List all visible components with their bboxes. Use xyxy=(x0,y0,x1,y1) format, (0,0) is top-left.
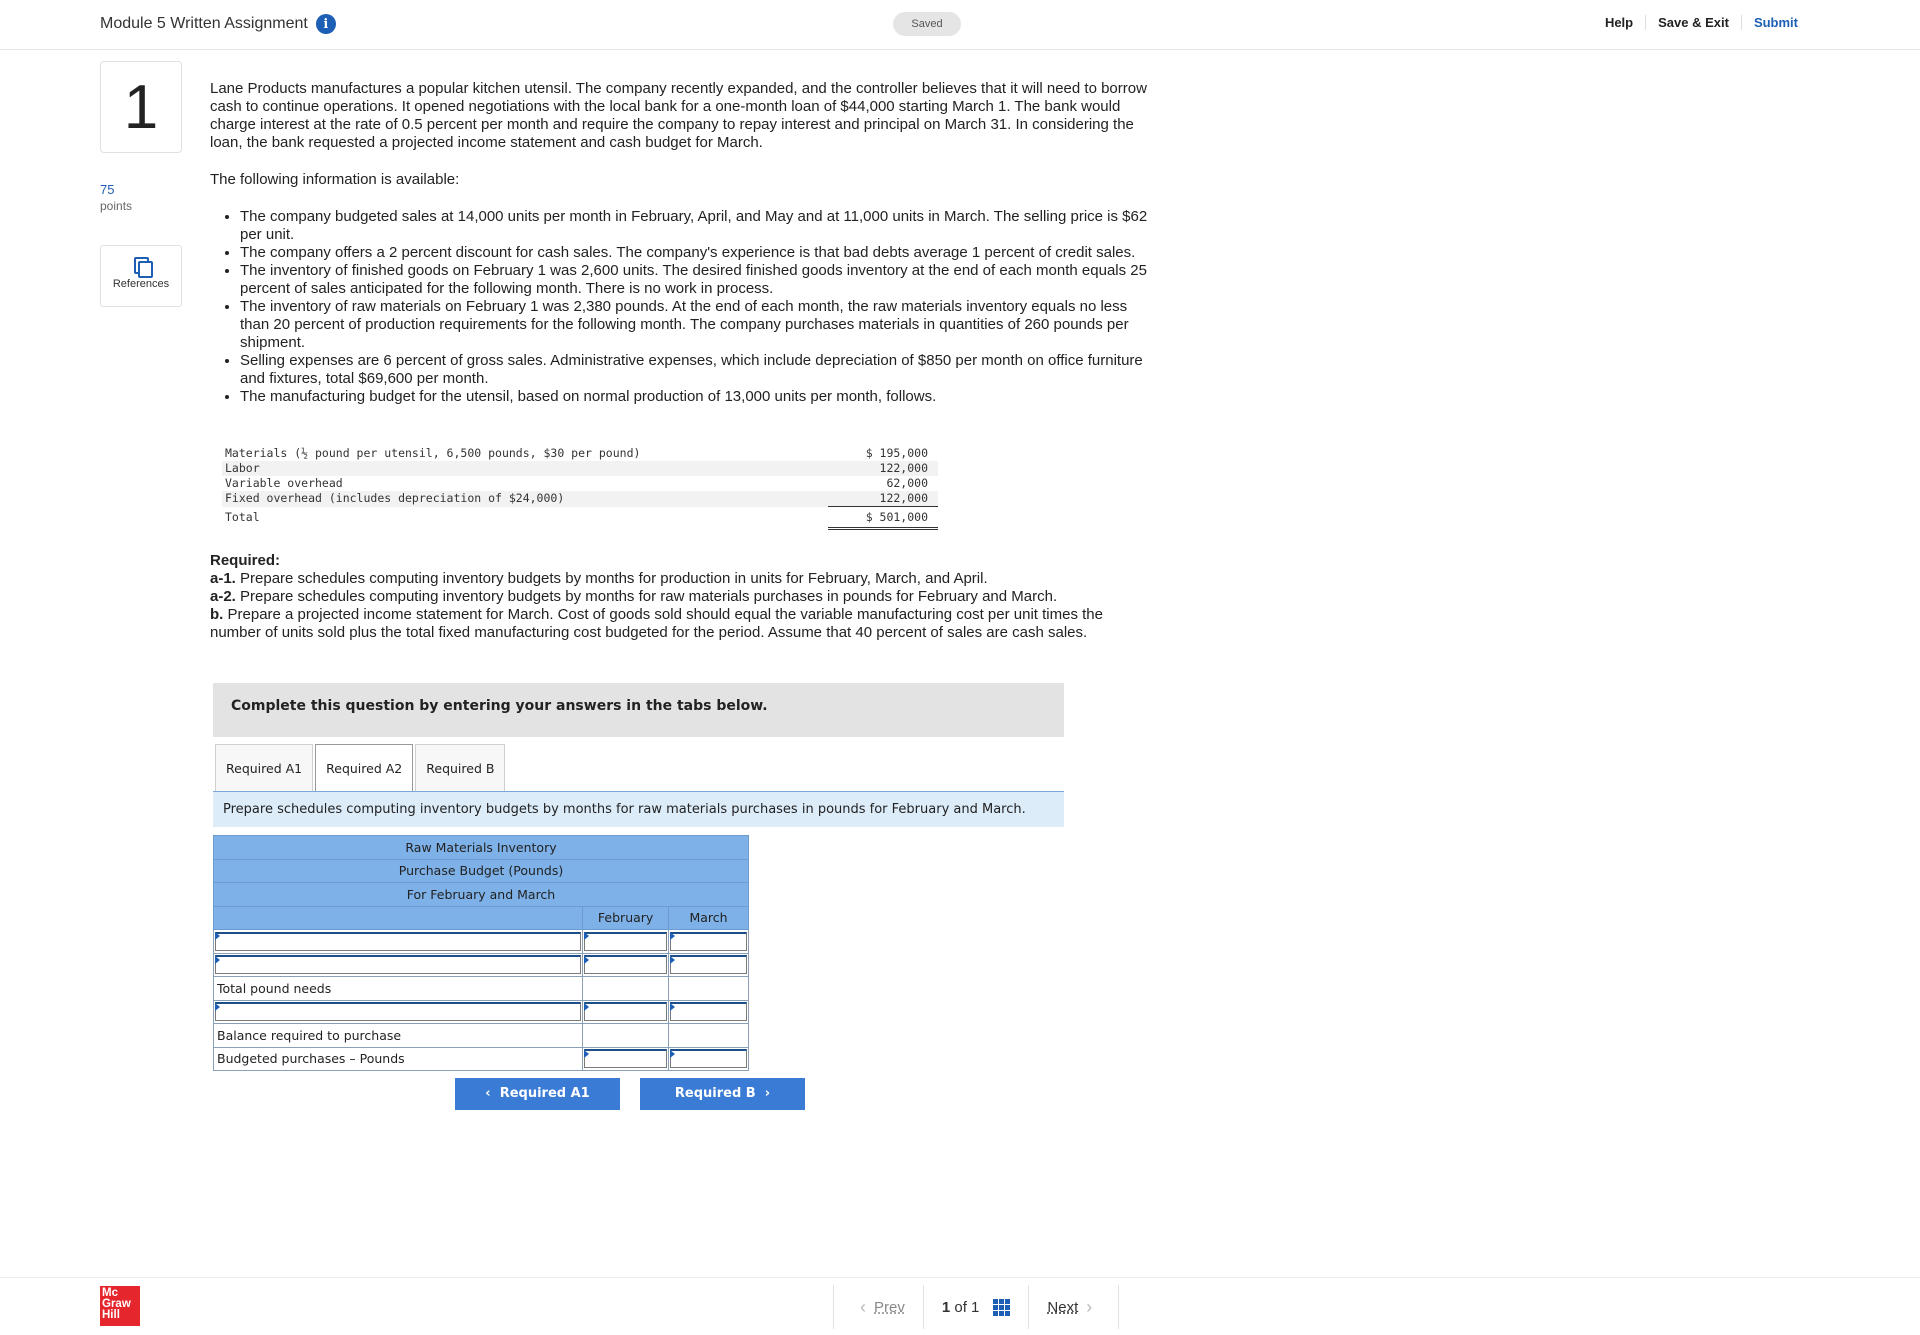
table-title-row xyxy=(214,836,749,860)
chevron-right-icon: › xyxy=(755,1086,771,1101)
column-header-march: March xyxy=(669,906,749,930)
table-title-line: Raw Materials Inventory xyxy=(214,836,749,860)
row-label: Fixed overhead (includes depreciation of $24,000) xyxy=(222,491,828,507)
march-purchases-input[interactable] xyxy=(670,1049,747,1068)
table-row xyxy=(214,930,749,954)
row-amount: 122,000 xyxy=(828,491,938,507)
table-title-row xyxy=(214,883,749,907)
required-item-a2 xyxy=(210,588,1150,606)
top-bar xyxy=(0,0,1920,50)
list-item: • The inventory of raw materials on February 1 was 2,380 pounds. At the end of each month, the raw materials inventory equals no less than 20 percent of production requirements for the following month. The company purchases materials in quantities of 260 pounds per shipment. xyxy=(240,298,1150,352)
saved-status-badge: Saved xyxy=(893,12,961,36)
required-item-b xyxy=(210,606,1150,642)
references-label: References xyxy=(112,278,170,290)
mcgraw-hill-logo xyxy=(100,1286,140,1326)
row-label-input[interactable] xyxy=(215,955,581,974)
february-purchases-input[interactable] xyxy=(584,1049,667,1068)
assignment-title-text: Module 5 Written Assignment xyxy=(100,15,308,32)
row-label: Labor xyxy=(222,461,828,476)
table-row xyxy=(214,953,749,977)
march-balance-cell xyxy=(669,1024,749,1048)
row-label-input[interactable] xyxy=(215,932,581,951)
help-link[interactable]: Help xyxy=(1604,15,1634,30)
required-text: Prepare a projected income statement for March. Cost of goods sold should equal the variable manufacturing cost per unit times the number of units sold plus the total fixed manufacturing cost budgeted for the period. Assume that 40 percent of sales are cash sales. xyxy=(210,606,1103,641)
problem-text xyxy=(210,80,1150,406)
answer-tabs xyxy=(215,744,505,791)
prev-question-button[interactable] xyxy=(833,1285,923,1329)
logo-line: Hill xyxy=(102,1309,120,1321)
column-header-february: February xyxy=(583,906,669,930)
table-row xyxy=(222,446,938,461)
copy-pages-icon xyxy=(132,256,150,274)
tab-required-b[interactable]: Required B xyxy=(415,744,505,791)
chevron-left-icon: ‹ xyxy=(485,1086,500,1101)
list-item: • The manufacturing budget for the utensil, based on normal production of 13,000 units per month, follows. xyxy=(240,388,1150,406)
submit-link[interactable]: Submit xyxy=(1741,15,1810,30)
question-pager xyxy=(833,1285,1119,1329)
chevron-right-icon: › xyxy=(1086,1296,1093,1317)
table-row xyxy=(214,1047,749,1071)
info-icon[interactable]: i xyxy=(316,14,336,34)
list-item: • The company offers a 2 percent discount for cash sales. The company's experience is that bad debts average 1 percent of credit sales. xyxy=(240,244,1150,262)
next-question-button[interactable] xyxy=(1028,1285,1119,1329)
row-label-total-pound-needs: Total pound needs xyxy=(214,977,583,1001)
table-row xyxy=(214,1000,749,1024)
row-label-cell xyxy=(214,953,583,977)
required-heading: Required: xyxy=(210,552,281,569)
row-label: Total xyxy=(222,507,828,529)
row-amount: $ 501,000 xyxy=(828,507,938,529)
row-amount: 62,000 xyxy=(886,476,928,490)
row-label-cell xyxy=(214,930,583,954)
blank-header-cell xyxy=(214,906,583,930)
march-input[interactable] xyxy=(670,1002,747,1021)
table-row xyxy=(222,461,938,476)
list-item: • Selling expenses are 6 percent of gross sales. Administrative expenses, which include depreciation of $850 per month on office furniture and fixtures, total $69,600 per month. xyxy=(240,352,1150,388)
prev-question-label: Prev xyxy=(874,1298,905,1316)
table-title-line: Purchase Budget (Pounds) xyxy=(214,859,749,883)
required-tag: a-2. xyxy=(210,588,236,605)
page-of: of xyxy=(954,1298,967,1316)
february-input[interactable] xyxy=(584,955,667,974)
points-value: 75 xyxy=(100,182,115,197)
list-item: • The inventory of finished goods on February 1 was 2,600 units. The desired finished goods inventory at the end of each month equals 25 percent of sales anticipated for the following month. There is no work in process. xyxy=(240,262,1150,298)
prev-tab-label: Required A1 xyxy=(499,1086,590,1101)
tab-prompt: Prepare schedules computing inventory budgets by months for raw materials purchases in pounds for February and March. xyxy=(213,792,1064,827)
chevron-left-icon: ‹ xyxy=(860,1296,866,1317)
february-cell xyxy=(583,1047,669,1071)
following-info-label: The following information is available: xyxy=(210,171,460,188)
next-tab-label: Required B xyxy=(674,1086,756,1101)
row-label: Materials (½ pound per utensil, 6,500 pounds, $30 per pound) xyxy=(225,446,641,460)
manufacturing-budget-table xyxy=(222,446,938,530)
tab-required-a1[interactable]: Required A1 xyxy=(215,744,313,791)
row-amount: 122,000 xyxy=(828,461,938,476)
table-row xyxy=(214,1024,749,1048)
february-balance-cell xyxy=(583,1024,669,1048)
row-label-balance-required: Balance required to purchase xyxy=(214,1024,583,1048)
required-text: Prepare schedules computing inventory budgets by months for production in units for February, March, and April. xyxy=(235,570,988,587)
march-input[interactable] xyxy=(670,955,747,974)
march-cell xyxy=(669,953,749,977)
march-cell xyxy=(669,1047,749,1071)
footer-divider xyxy=(0,1277,1920,1278)
points-value-block xyxy=(100,182,132,214)
row-label: Variable overhead xyxy=(225,476,343,490)
next-tab-button[interactable] xyxy=(640,1078,805,1110)
required-tag: a-1. xyxy=(210,570,236,587)
row-amount: $ 195,000 xyxy=(865,446,928,460)
save-exit-link[interactable]: Save & Exit xyxy=(1645,15,1741,30)
march-cell xyxy=(669,930,749,954)
table-title-row xyxy=(214,859,749,883)
problem-intro: Lane Products manufactures a popular kitchen utensil. The company recently expanded, and the controller believes that it will need to borrow cash to continue operations. It opened negotiations with the local bank for a one-month loan of $44,000 starting March 1. The bank would charge interest at the rate of 0.5 percent per month and require the company to repay interest and principal on March 31. In considering the loan, the bank requested a projected income statement and cash budget for March. xyxy=(210,80,1147,151)
february-input[interactable] xyxy=(584,1002,667,1021)
required-tag: b. xyxy=(210,606,224,623)
february-cell xyxy=(583,953,669,977)
row-label-input[interactable] xyxy=(215,1002,581,1021)
question-number: 1 xyxy=(100,61,182,153)
table-row xyxy=(214,977,749,1001)
logo-line: Mc xyxy=(102,1287,118,1299)
table-row-total xyxy=(222,507,938,529)
column-header-row xyxy=(214,906,749,930)
points-label: points xyxy=(100,199,133,213)
next-question-label: Next xyxy=(1047,1298,1079,1316)
list-item: • The company budgeted sales at 14,000 units per month in February, April, and May and at 11,000 units in March. The selling price is $62 per unit. xyxy=(240,208,1150,244)
row-label-cell xyxy=(214,1000,583,1024)
march-total-cell xyxy=(669,977,749,1001)
february-input[interactable] xyxy=(584,932,667,951)
grid-icon[interactable] xyxy=(993,1299,1010,1316)
page-current: 1 xyxy=(941,1298,951,1316)
row-label-budgeted-purchases: Budgeted purchases – Pounds xyxy=(214,1047,583,1071)
page-total: 1 xyxy=(971,1298,980,1316)
march-input[interactable] xyxy=(670,932,747,951)
prev-tab-button[interactable] xyxy=(455,1078,620,1110)
instruction-banner: Complete this question by entering your answers in the tabs below. xyxy=(213,683,1064,737)
info-bullets xyxy=(210,208,1150,406)
february-total-cell xyxy=(583,977,669,1001)
february-cell xyxy=(583,930,669,954)
raw-materials-budget-table xyxy=(213,835,749,1071)
assignment-title xyxy=(100,14,336,34)
required-section xyxy=(210,552,1150,642)
required-text: Prepare schedules computing inventory budgets by months for raw materials purchases in pounds for February and March. xyxy=(235,588,1058,605)
table-title-line: For February and March xyxy=(214,883,749,907)
march-cell xyxy=(669,1000,749,1024)
tab-required-a2[interactable]: Required A2 xyxy=(315,744,413,791)
required-item-a1 xyxy=(210,570,1150,588)
february-cell xyxy=(583,1000,669,1024)
table-row xyxy=(222,491,938,507)
top-actions xyxy=(1593,15,1810,30)
page-indicator xyxy=(923,1285,1029,1329)
references-button[interactable] xyxy=(100,245,182,307)
table-row xyxy=(222,476,938,491)
logo-line: Graw xyxy=(102,1298,131,1310)
